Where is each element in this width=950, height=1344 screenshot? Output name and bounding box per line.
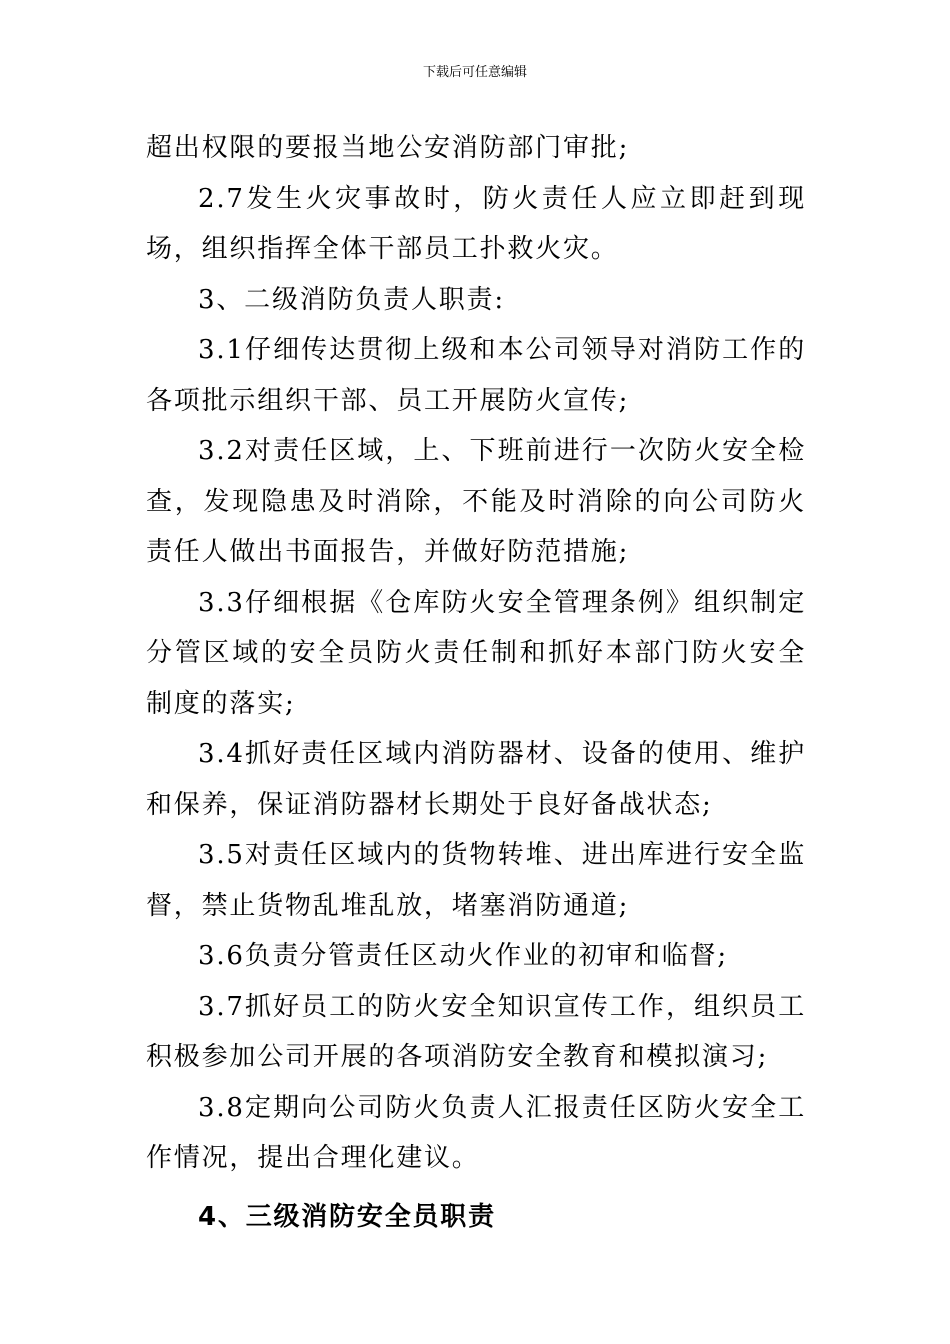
paragraph-3-3: 3.3仔细根据《仓库防火安全管理条例》组织制定分管区域的安全员防火责任制和抓好本部门防火安全制度的落实; [146, 587, 806, 719]
paragraph-3-1: 3.1仔细传达贯彻上级和本公司领导对消防工作的各项批示组织干部、员工开展防火宣传; [146, 335, 806, 416]
paragraph-3-5: 3.5对责任区域内的货物转堆、进出库进行安全监督，禁止货物乱堆乱放，堵塞消防通道; [146, 840, 806, 921]
paragraph-continuation: 超出权限的要报当地公安消防部门审批; [146, 133, 630, 163]
subsection-heading-3: 3、二级消防负责人职责: [198, 284, 505, 315]
paragraph-3-4: 3.4抓好责任区域内消防器材、设备的使用、维护和保养，保证消防器材长期处于良好备战状态; [146, 739, 806, 820]
section-heading-4: 4、三级消防安全员职责 [198, 1201, 496, 1232]
page-header: 下载后可任意编辑 [422, 65, 527, 80]
paragraph-3-2: 3.2对责任区域，上、下班前进行一次防火安全检查，发现隐患及时消除，不能及时消除的向公司防火责任人做出书面报告，并做好防范措施; [146, 436, 806, 567]
paragraph-3-8: 3.8定期向公司防火负责人汇报责任区防火安全工作情况，提出合理化建议。 [146, 1092, 806, 1173]
document-body [146, 123, 806, 1242]
paragraph-3-6: 3.6负责分管责任区动火作业的初审和临督; [198, 941, 728, 971]
paragraph-3-7: 3.7抓好员工的防火安全知识宣传工作，组织员工积极参加公司开展的各项消防安全教育和模拟演习; [146, 991, 806, 1072]
paragraph-2-7: 2.7发生火灾事故时，防火责任人应立即赶到现场，组织指挥全体干部员工扑救火灾。 [146, 183, 806, 264]
